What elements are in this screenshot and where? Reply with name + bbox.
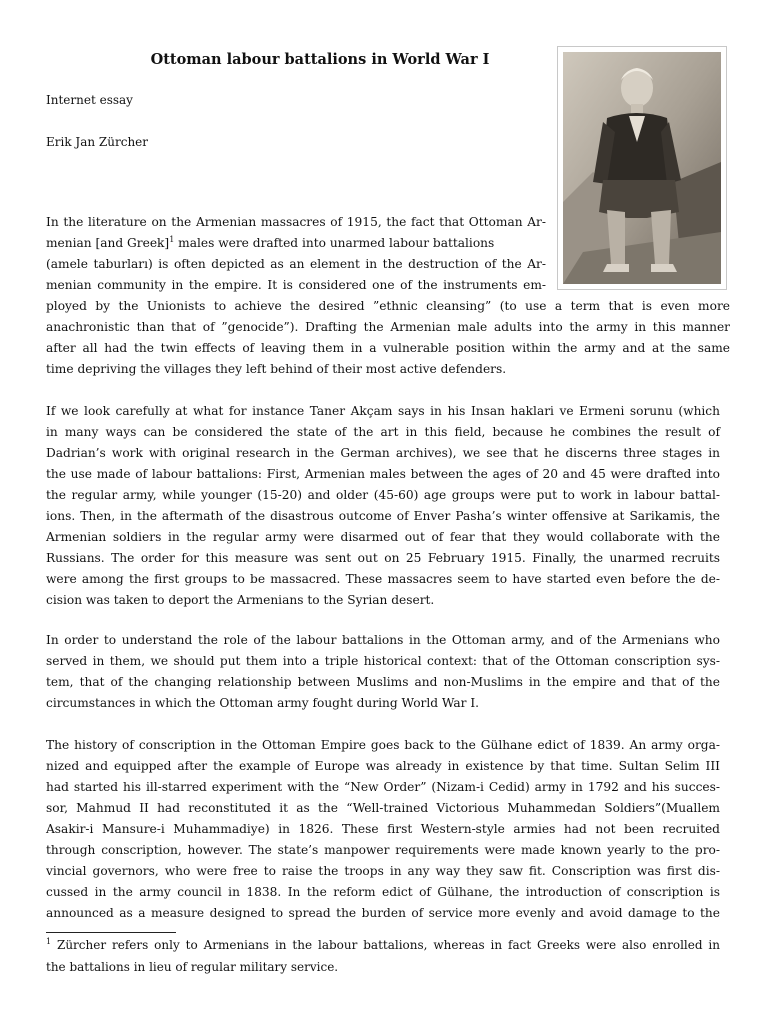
text-line: ployed by the Unionists to achieve the desired ”ethnic cleansing” (to use a term that is even more (46, 299, 730, 313)
text-line: had started his ill-starred experiment with the “New Order” (Nizam-i Cedid) army in 1792 and his succes- (46, 780, 720, 794)
paragraph-2 (46, 401, 720, 611)
text-line: cision was taken to deport the Armenians to the Syrian desert. (46, 593, 435, 607)
footnote-line: $^1$ Zürcher refers only to Armenians in the labour battalions, whereas in fact Greeks were also enrolled in (46, 937, 720, 952)
text-line: Russians. The order for this measure was sent out on 25 February 1915. Finally, the unarmed recruits (46, 551, 720, 565)
photo-frame (557, 46, 727, 290)
text-line: the use made of labour battalions: First, Armenian males between the ages of 20 and 45 were drafted into (46, 467, 720, 481)
footnote (46, 934, 720, 978)
text-line: (amele taburları) is often depicted as an element in the destruction of the Ar- (46, 257, 546, 271)
text-line: cussed in the army council in 1838. In the reform edict of Gülhane, the introduction of conscription is (46, 885, 720, 899)
text-line: sor, Mahmud II had reconstituted it as the “Well-trained Victorious Muhammedan Soldiers”(Muallem (46, 801, 720, 815)
text-line: anachronistic than that of ”genocide”). Drafting the Armenian male adults into the army in this manner (46, 320, 730, 334)
text-line: through conscription, however. The state’s manpower requirements were made known yearly to the pro- (46, 843, 720, 857)
text-line: served in them, we should put them into a triple historical context: that of the Ottoman conscription sys- (46, 654, 720, 668)
text-line: Dadrian’s work with original research in the German archives), we see that he discerns three stages in (46, 446, 720, 460)
document-subtitle: Internet essay (46, 93, 133, 107)
text-line: In the literature on the Armenian massacres of 1915, the fact that Ottoman Ar- (46, 215, 546, 229)
paragraph-3 (46, 630, 720, 714)
portrait-photo (563, 52, 721, 284)
text-line: Armenian soldiers in the regular army were disarmed out of fear that they would collaborate with the (46, 530, 720, 544)
text-line: vincial governors, who were free to raise the troops in any way they saw fit. Conscription was first dis- (46, 864, 720, 878)
text-line: ions. Then, in the aftermath of the disastrous outcome of Enver Pasha’s winter offensive at Sarikamis, the (46, 509, 720, 523)
text-line: Asakir-i Mansure-i Muhammadiye) in 1826. These first Western-style armies had not been recruited (46, 822, 720, 836)
footnote-ref[interactable]: 1 (169, 234, 175, 244)
text-line: in many ways can be considered the state of the art in this field, because he combines the result of (46, 425, 720, 439)
document-author: Erik Jan Zürcher (46, 135, 149, 149)
text-line: The history of conscription in the Ottoman Empire goes back to the Gülhane edict of 1839. An army orga- (46, 738, 720, 752)
text-line: circumstances in which the Ottoman army fought during World War I. (46, 696, 480, 710)
footnote-line: the battalions in lieu of regular military service. (46, 960, 339, 974)
text-line: In order to understand the role of the labour battalions in the Ottoman army, and of the Armenians who (46, 633, 720, 647)
text-line: the regular army, while younger (15-20) and older (45-60) age groups were put to work in labour battal- (46, 488, 720, 502)
text-line: nized and equipped after the example of Europe was already in existence by that time. Sultan Selim III (46, 759, 720, 773)
text-line: announced as a measure designed to spread the burden of service more evenly and avoid damage to the (46, 906, 720, 920)
text-line: menian [and Greek]$^1$ males were drafted into unarmed labour battalions (46, 234, 495, 250)
paragraph-4 (46, 735, 720, 924)
text-line: after all had the twin effects of leaving them in a vulnerable position within the army and at the same (46, 341, 730, 355)
footnote-marker: 1 (46, 937, 52, 946)
text-line: tem, that of the changing relationship between Muslims and non-Muslims in the empire and that of the (46, 675, 720, 689)
paragraph-1 (46, 212, 546, 296)
footnote-divider (46, 932, 176, 933)
paragraph-1-cont (46, 296, 730, 380)
document-title: Ottoman labour battalions in World War I (150, 51, 490, 68)
text-line: If we look carefully at what for instance Taner Akçam says in his Insan haklari ve Ermeni sorunu (which (46, 404, 720, 418)
text-line: were among the first groups to be massacred. These massacres seem to have started even before the de- (46, 572, 720, 586)
text-line: time depriving the villages they left behind of their most active defenders. (46, 362, 507, 376)
text-line: menian community in the empire. It is considered one of the instruments em- (46, 278, 546, 292)
